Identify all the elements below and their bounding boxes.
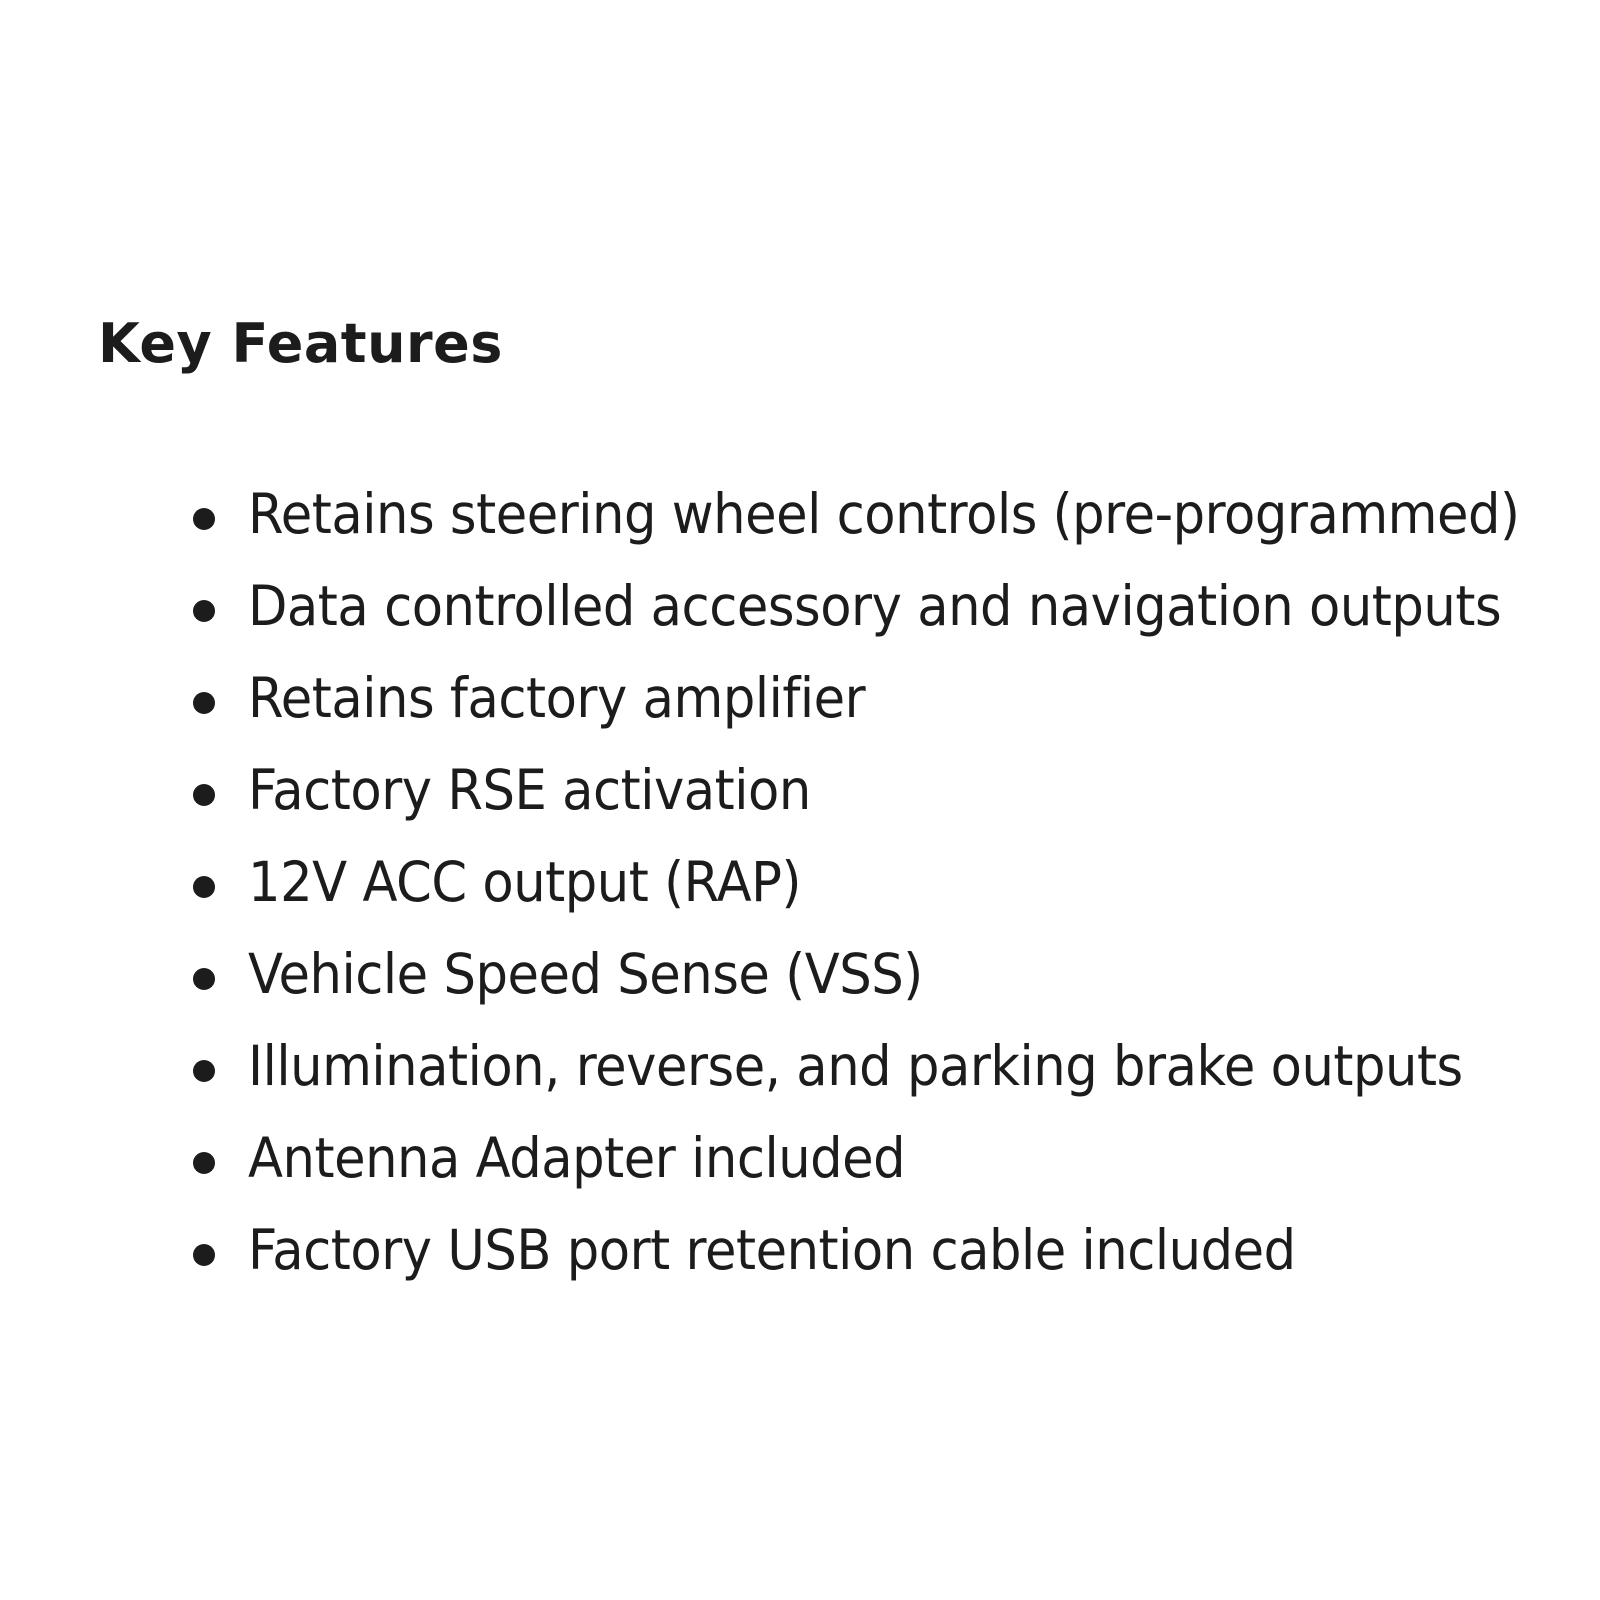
bullet-icon — [193, 1060, 215, 1082]
bullet-icon — [193, 600, 215, 622]
section-heading: Key Features — [98, 312, 503, 375]
feature-text: Factory RSE activation — [248, 758, 811, 822]
feature-text: 12V ACC output (RAP) — [248, 850, 802, 914]
feature-text: Retains steering wheel controls (pre-programmed) — [248, 482, 1520, 546]
feature-text: Retains factory amplifier — [248, 666, 866, 730]
bullet-icon — [193, 1152, 215, 1174]
feature-text: Factory USB port retention cable included — [248, 1218, 1296, 1282]
bullet-icon — [193, 508, 215, 530]
feature-text: Antenna Adapter included — [248, 1126, 906, 1190]
bullet-icon — [193, 784, 215, 806]
bullet-icon — [193, 1244, 215, 1266]
feature-text: Illumination, reverse, and parking brake outputs — [248, 1034, 1463, 1098]
feature-text: Vehicle Speed Sense (VSS) — [248, 942, 923, 1006]
bullet-icon — [193, 692, 215, 714]
feature-text: Data controlled accessory and navigation outputs — [248, 574, 1502, 638]
bullet-icon — [193, 968, 215, 990]
bullet-icon — [193, 876, 215, 898]
